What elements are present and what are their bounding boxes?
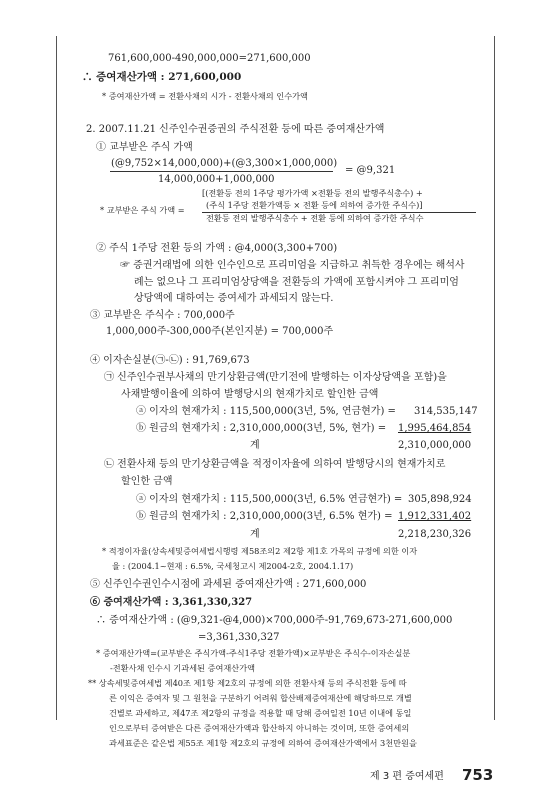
footer-section: 제 3 편 증여세편 — [370, 771, 444, 782]
subitem-b-total-label: 계 — [250, 529, 260, 540]
note-interest-rate-1: * 적정이자율(상속세및증여세법시행령 제58조의2 제2항 제1호 가목의 규정에 의한 이자 — [102, 546, 418, 556]
formula-1-denominator: 14,000,000+1,000,000 — [158, 174, 275, 185]
section-heading-2: 2. 2007.11.21 신주인수권증권의 주식전환 등에 따른 증여재산가액 — [86, 124, 385, 135]
note-premium-1: ☞ 증권거래법에 의한 인수인으로 프리미엄을 지급하고 취득한 경우에는 해석사 — [120, 260, 465, 271]
formula-2-numerator-b: (주식 1주당 전환가액등 × 전환 등에 의하여 증가한 주식수)] — [206, 200, 423, 210]
note-premium-3: 상당액에 대하여는 증여세가 과세되지 않는다. — [134, 293, 334, 304]
page-number: 753 — [462, 766, 494, 784]
final-calc-result: =3,361,330,327 — [198, 632, 280, 643]
note-law-4: 인으로부터 증여받은 다른 증여재산가액과 합산하지 아니하는 것이며, 또한 증여세의 — [109, 723, 410, 733]
note-premium-2: 례는 없으나 그 프리미엄상당액을 전환등의 가액에 포함시켜야 그 프리미엄 — [134, 277, 459, 288]
subitem-a-1: ㉠ 신주인수권부사채의 만기상환금액(만기전에 발행하는 이자상당액을 포함)을 — [104, 372, 447, 383]
right-border — [494, 36, 495, 720]
subitem-b-interest-label: ⓐ 이자의 현재가치 : 115,500,000(3년, 6.5% 연금현가) = — [136, 494, 403, 505]
formula-1-fraction-bar — [110, 171, 333, 172]
subitem-a-principal-value: 1,995,464,854 — [398, 423, 472, 434]
note-formula-1: * 증여재산가액=(교부받은 주식가액-주식1주당 전환가액)×교부받은 주식수-이자손실분 — [96, 648, 411, 658]
item-2-heading: ② 주식 1주당 전환 등의 가액 : @4,000(3,300+700) — [96, 243, 338, 254]
item-6-heading: ⑥ 증여재산가액 : 3,361,330,327 — [90, 597, 253, 608]
subitem-a-total-label: 계 — [250, 440, 260, 451]
subitem-b-principal-value: 1,912,331,402 — [398, 511, 472, 522]
left-border — [56, 36, 57, 720]
calc-line: 761,600,000-490,000,000=271,600,000 — [108, 53, 311, 64]
formula-1-result: = @9,321 — [345, 165, 396, 176]
final-calc: ∴ 증여재산가액 : (@9,321-@4,000)×700,000주-91,769,673-271,600,000 — [96, 615, 453, 626]
item-5-heading: ⑤ 신주인수권인수시점에 과세된 증여재산가액 : 271,600,000 — [90, 579, 367, 590]
result-gift-value: ∴ 증여재산가액 : 271,600,000 — [82, 71, 242, 83]
note-law-1: ** 상속세및증여세법 제40조 제1항 제2호의 규정에 의한 전환사채 등의 주식전환 등에 따 — [88, 678, 407, 688]
item-1-heading: ① 교부받은 주식 가액 — [96, 142, 193, 153]
subitem-a-total-value: 2,310,000,000 — [398, 440, 472, 451]
item-3-heading: ③ 교부받은 주식수 : 700,000주 — [90, 310, 235, 321]
formula-2-denominator: 전환등 전의 발행주식총수 + 전환 등에 의하여 증가한 주식수 — [206, 213, 424, 223]
note-formula-2: -전환사채 인수시 기과세된 증여재산가액 — [110, 663, 256, 673]
formula-2-label: * 교부받은 주식 가액 = — [100, 205, 185, 215]
note-gift-value: * 증여재산가액 = 전환사채의 시가 - 전환사채의 인수가액 — [102, 91, 308, 101]
subitem-b-principal-label: ⓑ 원금의 현재가치 : 2,310,000,000(3년, 6.5% 현가) = — [136, 511, 393, 522]
formula-2-numerator-a: [(전환등 전의 1주당 평가가액 ×전환등 전의 발행주식총수) + — [202, 188, 423, 198]
subitem-b-1: ㉡ 전환사채 등의 만기상환금액을 적정이자율에 의하여 발행당시의 현재가치로 — [104, 459, 446, 470]
item-3-calc: 1,000,000주-300,000주(본인지분) = 700,000주 — [106, 326, 334, 337]
note-law-5: 과세표준은 같은법 제55조 제1항 제2호의 규정에 의하여 증여재산가액에서 3천만원을 — [109, 738, 417, 748]
subitem-a-2: 사채발행이율에 의하여 발행당시의 현재가치로 할인한 금액 — [121, 389, 379, 400]
subitem-a-interest-label: ⓐ 이자의 현재가치 : 115,500,000(3년, 5%, 연금현가) = — [136, 406, 396, 417]
item-4-heading: ④ 이자손실분(㉠-㉡) : 91,769,673 — [90, 355, 250, 366]
subitem-b-2: 할인한 금액 — [121, 476, 173, 487]
subitem-b-total-value: 2,218,230,326 — [398, 529, 472, 540]
note-law-3: 건별로 과세하고, 제47조 제2항의 규정을 적용할 때 당해 증여일전 10년 이내에 동일 — [109, 708, 412, 718]
note-law-2: 른 이익은 증여자 및 그 원천을 구분하기 어려워 합산배제증여재산에 해당하므로 개별 — [109, 693, 412, 703]
subitem-b-interest-value: 305,898,924 — [408, 494, 472, 505]
subitem-a-interest-value: 314,535,147 — [414, 406, 478, 417]
formula-1-numerator: (@9,752×14,000,000)+(@3,300×1,000,000) — [111, 158, 338, 169]
subitem-a-principal-label: ⓑ 원금의 현재가치 : 2,310,000,000(3년, 5%, 현가) = — [136, 423, 387, 434]
note-interest-rate-2: 율 : (2004.1~현재 : 6.5%, 국세청고시 제2004-2호, 2004.1.17) — [112, 561, 354, 571]
